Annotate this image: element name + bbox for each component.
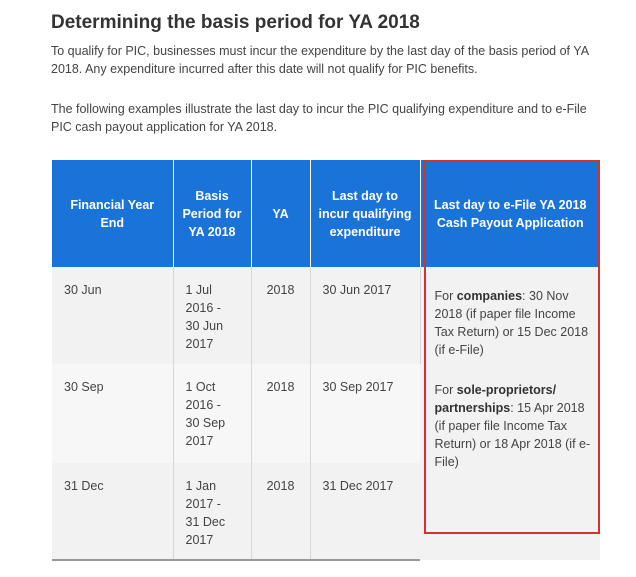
cell-efile-deadlines: [420, 267, 600, 560]
cell-fye: 30 Jun: [52, 267, 173, 364]
basis-line: 30 Jun: [185, 319, 224, 333]
basis-line: 2017: [185, 533, 214, 547]
table-row: [52, 267, 600, 364]
basis-line: 30 Sep: [185, 416, 226, 430]
header-financial-year-end: Financial Year End: [52, 160, 173, 267]
cell-ya: 2018: [251, 267, 310, 364]
header-ya: YA: [251, 160, 310, 267]
cell-last-day: 30 Jun 2017: [310, 267, 420, 364]
cell-basis-period: [173, 463, 251, 560]
basis-line: 1 Oct: [185, 380, 216, 394]
cell-fye: 31 Dec: [52, 463, 173, 560]
efile-companies-note: For companies: 30 Nov 2018 (if paper file Income Tax Return) or 15 Dec 2018 (if e-File): [434, 289, 589, 357]
basis-period-table: [52, 160, 600, 561]
header-last-day-expenditure: Last day to incur qualifying expenditure: [310, 160, 420, 267]
examples-paragraph: The following examples illustrate the last day to incur the PIC qualifying expenditure and to e-File PIC cash payout application for YA 2018.: [51, 102, 587, 134]
page-title: Determining the basis period for YA 2018: [51, 12, 420, 33]
cell-basis-period: [173, 267, 251, 364]
basis-line: 2016 -: [185, 398, 221, 412]
companies-label: companies: [456, 289, 523, 303]
cell-ya: 2018: [251, 364, 310, 463]
basis-line: 1 Jul: [185, 283, 212, 297]
sole-proprietors-label: sole-proprietors/ partnerships: [434, 383, 557, 415]
basis-line: 1 Jan: [185, 479, 217, 493]
cell-last-day: 31 Dec 2017: [310, 463, 420, 560]
basis-line: 2017 -: [185, 497, 221, 511]
basis-line: 2017: [185, 434, 214, 448]
cell-basis-period: [173, 364, 251, 463]
header-last-day-efile: Last day to e-File YA 2018 Cash Payout Application: [420, 160, 600, 267]
basis-line: 2016 -: [185, 301, 221, 315]
cell-last-day: 30 Sep 2017: [310, 364, 420, 463]
efile-sole-proprietors-note: For sole-proprietors/ partnerships: 15 Apr 2018 (if paper file Income Tax Return) or 18 Apr 2018 (if e-File): [434, 383, 591, 469]
basis-line: 31 Dec: [185, 515, 226, 529]
cell-fye: 30 Sep: [52, 364, 173, 463]
table-header-row: [52, 160, 600, 267]
header-basis-period: Basis Period for YA 2018: [173, 160, 251, 267]
cell-ya: 2018: [251, 463, 310, 560]
intro-paragraph: To qualify for PIC, businesses must incur the expenditure by the last day of the basis period of YA 2018. Any expenditure incurred after this date will not qualify for PIC benefits.: [51, 44, 589, 76]
basis-line: 2017: [185, 337, 214, 351]
